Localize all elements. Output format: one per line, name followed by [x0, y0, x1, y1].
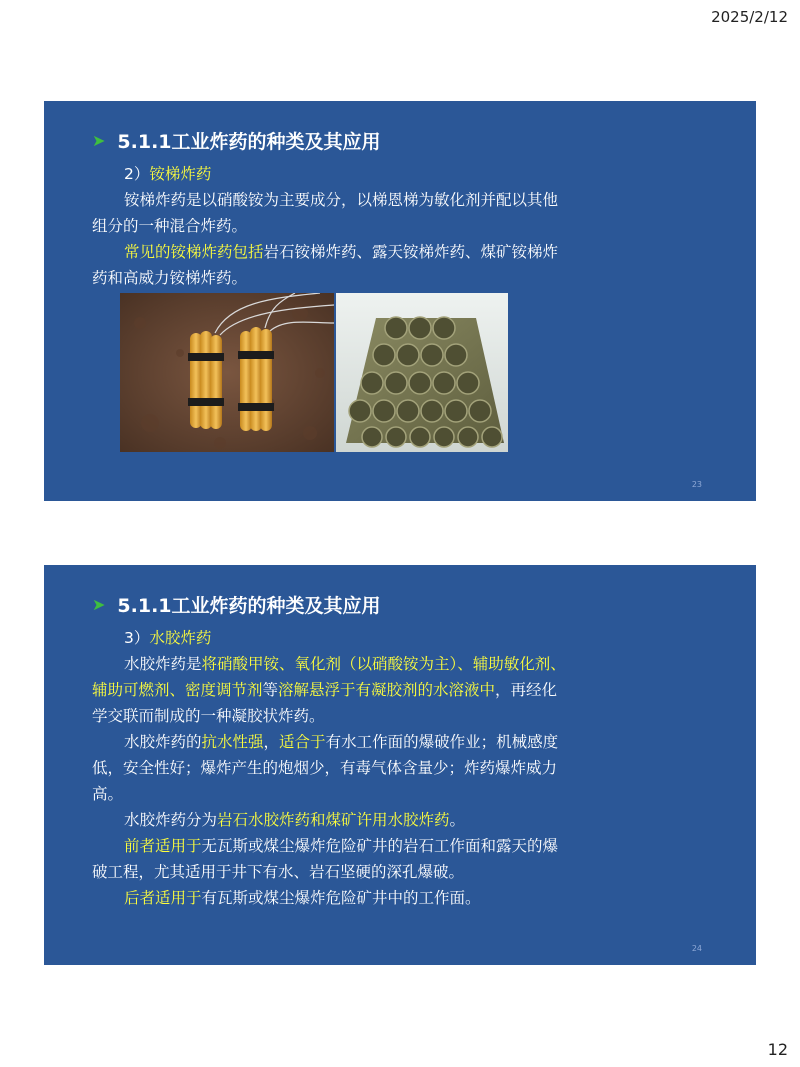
- highlight-text: 后者适用于: [124, 889, 202, 907]
- paragraph-categories: [92, 807, 572, 833]
- body-text: 水胶炸药分为: [124, 811, 218, 829]
- stacked-cartridges-photo: [336, 293, 508, 452]
- paragraph-former: [92, 833, 572, 885]
- body-text: 有瓦斯或煤尘爆炸危险矿井中的工作面。: [201, 889, 481, 907]
- heading-number: 3）: [124, 629, 150, 647]
- body-text: 有水工作面的爆破作业；机械感度低，安全性好；爆炸产生的炮烟少，有毒气体含量少；炸药爆炸威力高。: [92, 733, 559, 803]
- heading-highlight: 铵梯炸药: [149, 165, 212, 183]
- highlight-text: 常见的铵梯炸药包括: [124, 243, 264, 261]
- body-text: 。: [449, 811, 466, 829]
- paragraph-latter: [92, 885, 572, 911]
- highlight-text: 适合于: [279, 733, 326, 751]
- slide-body: [92, 161, 572, 291]
- slide-body: [92, 625, 572, 911]
- section-heading: [92, 625, 572, 651]
- paragraph-properties: [92, 729, 572, 807]
- heading-number: 2）: [124, 165, 150, 183]
- arrow-bullet-icon: ➤: [92, 595, 106, 614]
- slide-title: [92, 127, 381, 154]
- section-heading: [92, 161, 572, 187]
- body-text: 无瓦斯或煤尘爆炸危险矿井的岩石工作面和露天的爆破工程，尤其适用于井下有水、岩石坚硬的深孔爆破。: [92, 837, 559, 881]
- paragraph-definition: [92, 651, 572, 729]
- highlight-text: 前者适用于: [124, 837, 202, 855]
- body-text: 岩石铵梯炸药、露天铵梯炸药、煤矿铵梯炸药和高威力铵梯炸药。: [92, 243, 559, 287]
- body-text: 等: [262, 681, 279, 699]
- print-date: 2025/2/12: [711, 8, 788, 26]
- body-text: ，: [263, 733, 280, 751]
- page-number: 12: [767, 1040, 788, 1059]
- highlight-text: 岩石水胶炸药和煤矿许用水胶炸药: [217, 811, 450, 829]
- explosive-photos: [120, 293, 508, 452]
- slide-title-text: 5.1.1工业炸药的种类及其应用: [117, 595, 381, 617]
- heading-highlight: 水胶炸药: [149, 629, 212, 647]
- slide-number: 24: [691, 944, 702, 953]
- slide-24: [44, 565, 756, 965]
- highlight-text: 溶解悬浮于有凝胶剂的水溶液中: [278, 681, 496, 699]
- slide-23: [44, 101, 756, 501]
- body-text: 水胶炸药是: [124, 655, 202, 673]
- paragraph-definition: 铵梯炸药是以硝酸铵为主要成分，以梯恩梯为敏化剂并配以其他组分的一种混合炸药。: [92, 191, 559, 235]
- slide-title: [92, 591, 381, 618]
- slide-title-text: 5.1.1工业炸药的种类及其应用: [117, 131, 381, 153]
- arrow-bullet-icon: ➤: [92, 131, 106, 150]
- slide-number: 23: [691, 480, 702, 489]
- highlight-text: 将硝酸甲铵、氧化剂（以硝酸铵为主）、辅助敏化剂、辅助可燃剂、密度调节剂: [92, 655, 566, 699]
- cartridge-bundles-photo: [120, 293, 334, 452]
- body-text: 水胶炸药的: [124, 733, 202, 751]
- highlight-text: 抗水性强: [201, 733, 264, 751]
- body-text: ，再经化学交联而制成的一种凝胶状炸药。: [92, 681, 558, 725]
- paragraph-types: [92, 239, 572, 291]
